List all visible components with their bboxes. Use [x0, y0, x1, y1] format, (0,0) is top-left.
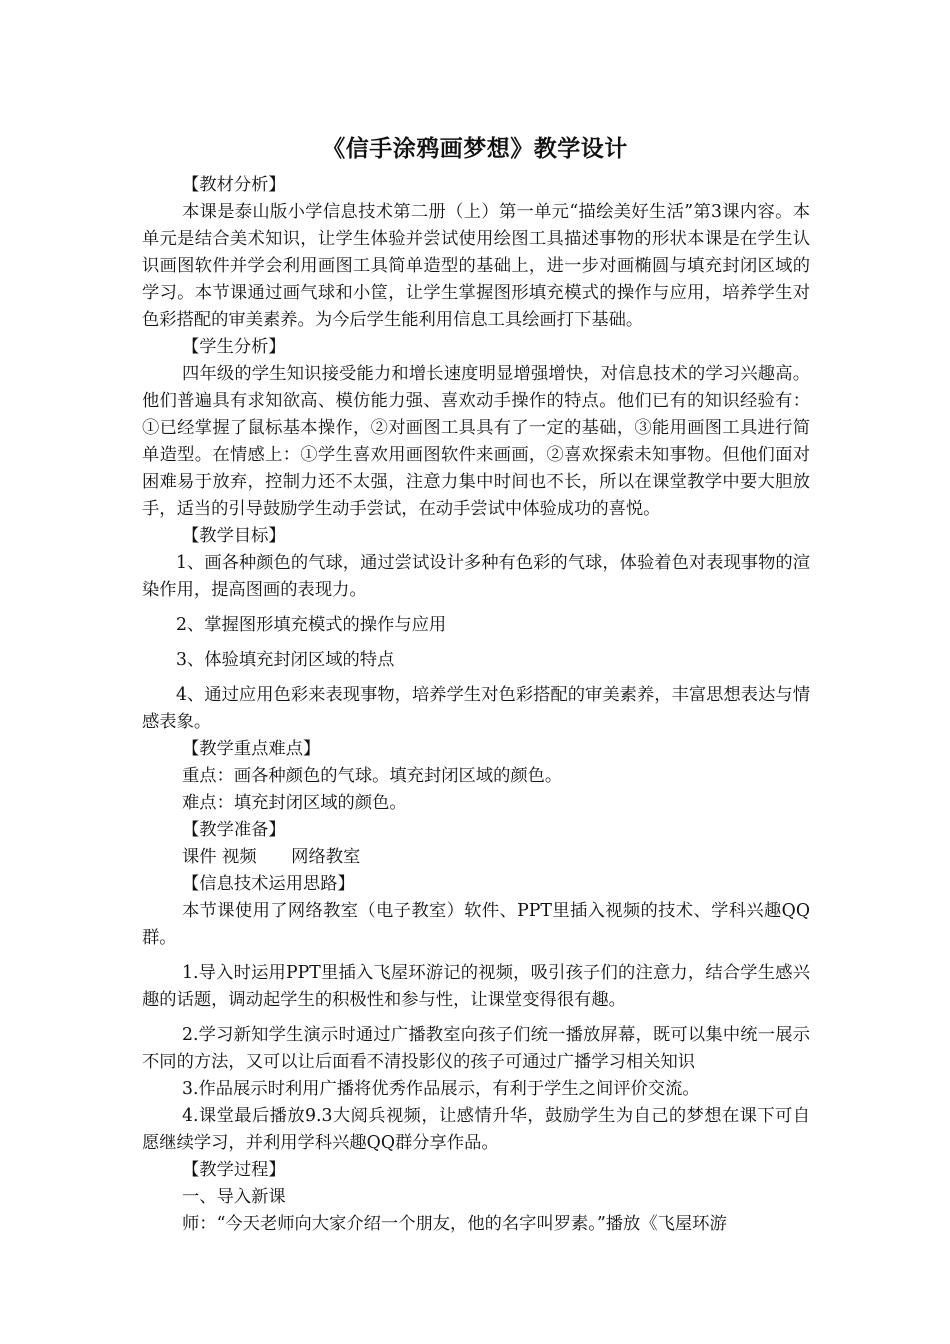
- it-usage-item-3: 3.作品展示时利用广播将优秀作品展示，有利于学生之间评价交流。: [182, 1079, 700, 1099]
- section-heading-student-analysis: 【学生分析】: [182, 337, 286, 357]
- paragraph-material-analysis: 本课是泰山版小学信息技术第二册（上）第一单元“描绘美好生活”第3课内容。本单元是结合美术知识，让学生体验并尝试使用绘图工具描述事物的形状本课是在学生认识画图软件并学会利用画图工具简单造型的基础上，进一步对画椭圆与填充封闭区域的学习。本节课通过画气球和小筐，让学生掌握图形填充模式的操作与应用，培养学生对色彩搭配的审美素养。为今后学生能利用信息工具绘画打下基础。: [142, 202, 810, 330]
- difficulty-text: 难点：填充封闭区域的颜色。: [182, 793, 407, 813]
- document-body: [142, 172, 810, 1238]
- paragraph-student-analysis: 四年级的学生知识接受能力和增长速度明显增强增快，对信息技术的学习兴趣高。他们普遍具有求知欲高、模仿能力强、喜欢动手操作的特点。他们已有的知识经验有：①已经掌握了鼠标基本操作，②对画图工具具有了一定的基础，③能用画图工具进行简单造型。在情感上：①学生喜欢用画图软件来画画，②喜欢探索未知事物。但他们面对困难易于放弃，控制力还不太强，注意力集中时间也不长，所以在课堂教学中要大胆放手，适当的引导鼓励学生动手尝试，在动手尝试中体验成功的喜悦。: [142, 364, 810, 519]
- paragraph-it-usage-intro: 本节课使用了网络教室（电子教室）软件、PPT里插入视频的技术、学科兴趣QQ群。: [142, 901, 810, 948]
- goal-item-4: 4、通过应用色彩来表现事物，培养学生对色彩搭配的审美素养，丰富思想表达与情感表象。: [142, 685, 810, 732]
- section-heading-key-points: 【教学重点难点】: [182, 739, 321, 759]
- section-heading-teaching-process: 【教学过程】: [182, 1160, 286, 1180]
- paragraph-teacher-intro: 师：“今天老师向大家介绍一个朋友，他的名字叫罗素。”播放《飞屋环游: [182, 1214, 727, 1234]
- section-heading-preparation: 【教学准备】: [182, 820, 286, 840]
- goal-item-2: 2、掌握图形填充模式的操作与应用: [176, 615, 447, 635]
- section-heading-material-analysis: 【教材分析】: [182, 175, 286, 195]
- key-point-text: 重点：画各种颜色的气球。填充封闭区域的颜色。: [182, 766, 563, 786]
- section-heading-it-usage: 【信息技术运用思路】: [182, 874, 355, 894]
- preparation-text: 课件 视频 网络教室: [182, 847, 361, 867]
- goal-item-3: 3、体验填充封闭区域的特点: [176, 650, 395, 670]
- document-title: 《信手涂鸦画梦想》教学设计: [322, 135, 628, 162]
- it-usage-item-4: 4.课堂最后播放9.3大阅兵视频，让感情升华，鼓励学生为自己的梦想在课下可自愿继续学习，并利用学科兴趣QQ群分享作品。: [142, 1106, 810, 1153]
- subheading-introduction: 一、导入新课: [182, 1187, 286, 1207]
- goal-item-1: 1、画各种颜色的气球，通过尝试设计多种有色彩的气球，体验着色对表现事物的渲染作用，提高图画的表现力。: [142, 553, 810, 600]
- it-usage-item-2: 2.学习新知学生演示时通过广播教室向孩子们统一播放屏幕，既可以集中统一展示不同的方法，又可以让后面看不清投影仪的孩子可通过广播学习相关知识: [142, 1025, 810, 1072]
- section-heading-teaching-goals: 【教学目标】: [182, 526, 286, 546]
- it-usage-item-1: 1.导入时运用PPT里插入飞屋环游记的视频，吸引孩子们的注意力，结合学生感兴趣的话题，调动起学生的积极性和参与性，让课堂变得很有趣。: [142, 963, 810, 1010]
